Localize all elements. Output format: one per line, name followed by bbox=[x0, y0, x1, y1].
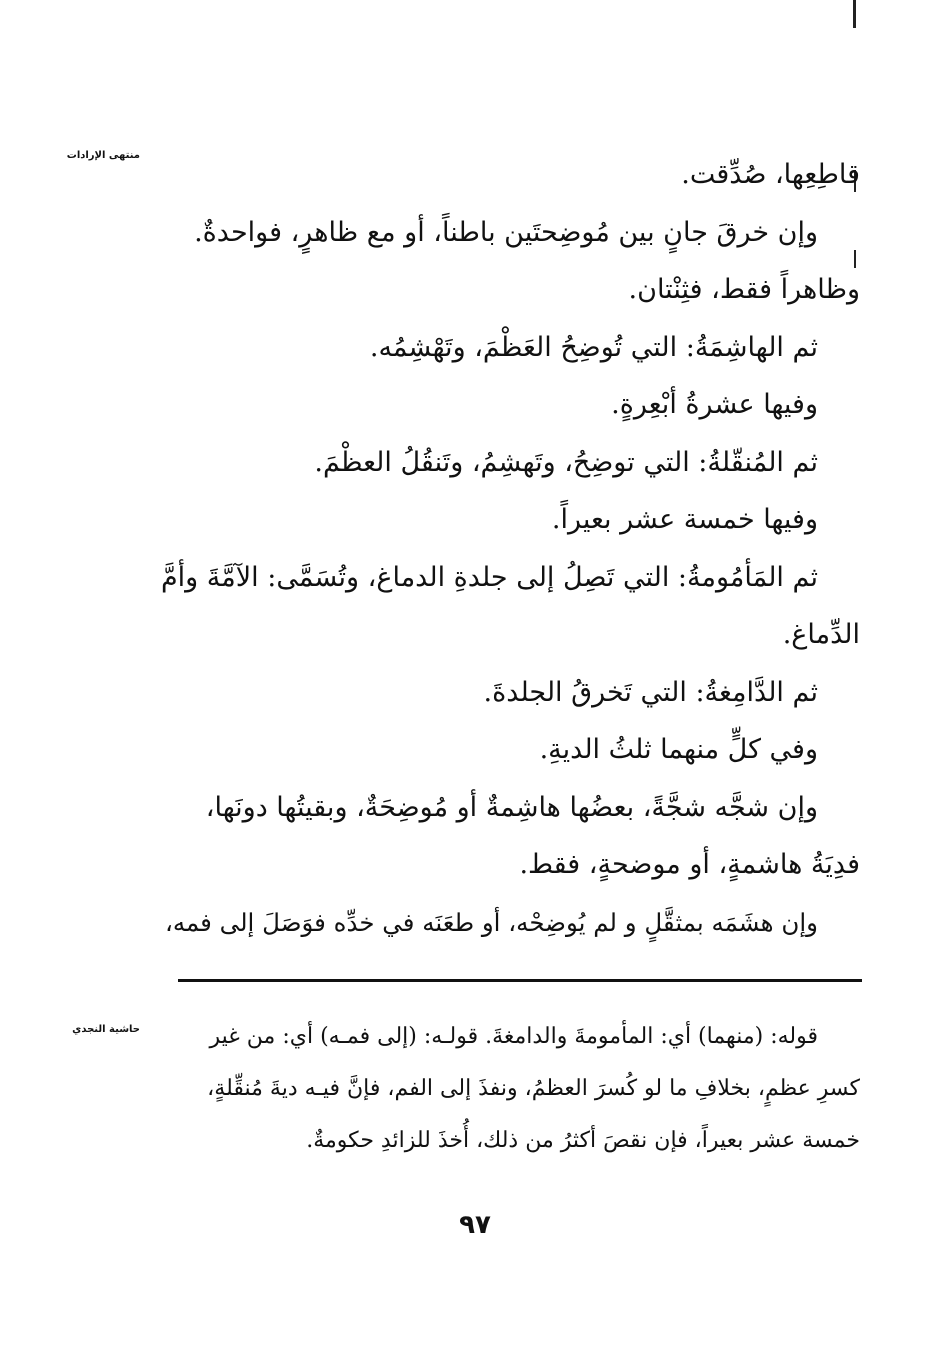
page-edge-mark bbox=[853, 0, 856, 28]
main-text-block bbox=[160, 146, 860, 951]
main-line: ثم المُنقّلةُ: التي توضِحُ، وتَهشِمُ، وتَنقُلُ العظْمَ. bbox=[314, 446, 818, 478]
main-line: وإن شجَّه شجَّةً، بعضُها هاشِمةٌ أو مُوضِحَةٌ، وبقيتُها دونَها، bbox=[205, 791, 818, 823]
footnote-margin-label: حاشية النجدي bbox=[72, 1024, 140, 1035]
page-number: ٩٧ bbox=[459, 1210, 491, 1240]
footnote-line: خمسة عشر بعيراً، فإن نقصَ أكثرُ من ذلك، أُخذَ للزائدِ حكومةٌ. bbox=[306, 1128, 860, 1153]
main-line: وظاهراً فقط، فثِنْتان. bbox=[628, 274, 860, 305]
main-line: فدِيَةُ هاشمةٍ، أو موضحةٍ، فقط. bbox=[519, 849, 860, 880]
main-line: وفي كلٍّ منهما ثلثُ الديةِ. bbox=[539, 734, 818, 765]
main-line: الدِّماغ. bbox=[782, 619, 860, 650]
main-line: ثم الدَّامِغةُ: التي تَخرقُ الجلدةَ. bbox=[483, 676, 818, 708]
footnote-block bbox=[160, 1011, 860, 1167]
main-line: ثم المَأمُومةُ: التي تَصِلُ إلى جلدةِ الدماغ، وتُسَمَّى: الآمَّةَ وأمَّ bbox=[160, 561, 818, 593]
header-margin-label: منتهى الإرادات bbox=[66, 150, 140, 161]
footnote-separator bbox=[178, 979, 862, 982]
main-line: ثم الهاشِمَةُ: التي تُوضِحُ العَظْمَ، وتَهْشِمُه. bbox=[369, 331, 818, 363]
main-line: وفيها عشرةُ أبْعِرةٍ. bbox=[611, 389, 818, 420]
main-line: وفيها خمسة عشر بعيراً. bbox=[551, 504, 818, 535]
footnote-line: كسرِ عظمٍ، بخلافِ ما لو كُسرَ العظمُ، ونفذَ إلى الفم، فإنَّ فيـه ديةَ مُنقِّلةٍ، bbox=[207, 1076, 860, 1101]
main-line: وإن هشَمَه بمثقَّلٍ و لم يُوضِحْه، أو طعَنَه في خدِّه فوَصَلَ إلى فمه، bbox=[164, 907, 818, 937]
footnote-line: قوله: (منهما) أي: المأمومةَ والدامغةَ. قولـه: (إلى فمـه) أي: من غير bbox=[209, 1024, 818, 1049]
main-line: قاطِعِها، صُدِّقت. bbox=[681, 159, 860, 190]
main-line: وإن خرقَ جانٍ بين مُوضِحتَين باطناً، أو مع ظاهرٍ، فواحدةٌ. bbox=[194, 216, 818, 248]
